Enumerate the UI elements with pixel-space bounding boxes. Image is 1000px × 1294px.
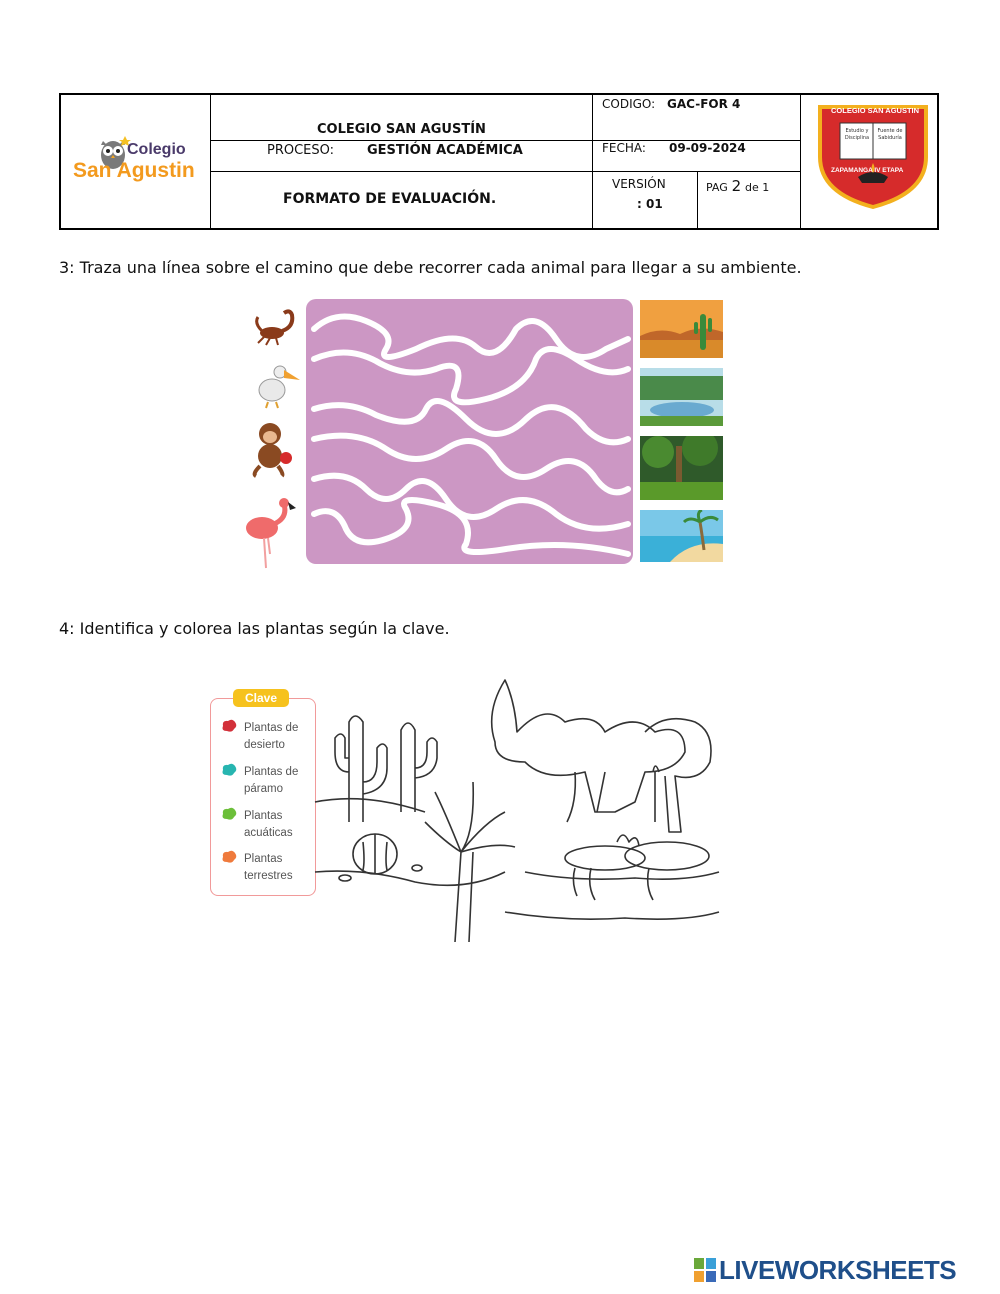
school-logo <box>67 133 212 193</box>
maze-paths[interactable] <box>306 299 633 564</box>
liveworksheets-logo-icon <box>694 1258 716 1282</box>
lily-pad-left <box>565 846 645 870</box>
crest-top-text: COLEGIO SAN AGUSTIN <box>831 106 920 115</box>
frailejon <box>425 782 515 942</box>
jungle-icon[interactable] <box>640 436 723 500</box>
page-prefix: PAG <box>706 181 728 194</box>
school-name: COLEGIO SAN AGUSTÍN <box>317 122 486 137</box>
date-label: FECHA: <box>602 141 646 155</box>
clave-item-desert <box>244 720 298 754</box>
desert-icon[interactable] <box>640 300 723 358</box>
cactus-right <box>401 723 437 812</box>
clave-item-acuaticas <box>244 808 293 842</box>
logo-text-colegio: Colegio <box>127 141 186 158</box>
lily-pad-right <box>625 842 709 870</box>
beach-icon[interactable] <box>640 510 723 562</box>
clave-item-acuaticas-line1: Plantas <box>244 810 283 822</box>
crest-book-left: Estudio y Disciplina <box>844 128 870 141</box>
clave-item-desert-line2: desierto <box>244 739 285 751</box>
code-label: CODIGO: <box>602 97 656 111</box>
clave-item-desert-line1: Plantas de <box>244 722 299 734</box>
clave-item-paramo-line2: páramo <box>244 783 283 795</box>
clave-item-terrestres <box>244 851 293 885</box>
clave-item-terrestres-line2: terrestres <box>244 870 293 882</box>
red-paint-splat-icon <box>220 718 238 734</box>
clave-title-text: Clave <box>244 691 278 705</box>
tree-large <box>492 680 685 812</box>
header-table <box>59 93 939 230</box>
orange-paint-splat-icon <box>220 849 238 865</box>
clave-item-terrestres-line1: Plantas <box>244 853 283 865</box>
green-paint-splat-icon <box>220 806 238 822</box>
cactus-left <box>335 716 387 822</box>
clave-title <box>233 689 289 707</box>
page-number: 2 <box>731 177 742 195</box>
lake-icon[interactable] <box>640 368 723 426</box>
logo-text-san-agustin: San Agustin <box>73 159 195 182</box>
teal-paint-splat-icon <box>220 762 238 778</box>
school-crest <box>814 101 932 209</box>
monkey-icon[interactable] <box>242 418 302 478</box>
pelican-icon[interactable] <box>250 358 302 410</box>
version-value: : 01 <box>637 197 663 211</box>
clave-item-paramo <box>244 764 298 798</box>
scorpion-icon[interactable] <box>250 305 300 349</box>
page-suffix: de 1 <box>745 181 770 194</box>
cattail-reed <box>653 766 659 822</box>
process-value: GESTIÓN ACADÉMICA <box>367 143 523 158</box>
lily-flower <box>617 835 639 846</box>
question-4: 4: Identifica y colorea las plantas según la clave. <box>59 619 450 638</box>
question-3: 3: Traza una línea sobre el camino que debe recorrer cada animal para llegar a su ambiente. <box>59 258 802 277</box>
page-indicator <box>706 177 769 195</box>
format-title: FORMATO DE EVALUACIÓN. <box>283 191 497 207</box>
clave-item-acuaticas-line2: acuáticas <box>244 827 293 839</box>
crest-bottom-text: ZAPAMANGA IV ETAPA <box>831 167 904 174</box>
crest-book-right: Fuente de Sabiduría <box>877 128 903 141</box>
flamingo-icon[interactable] <box>240 496 302 570</box>
plants-coloring-illustration[interactable] <box>305 672 725 960</box>
process-label: PROCESO: <box>267 143 335 158</box>
code-value: GAC-FOR 4 <box>667 97 741 111</box>
date-value: 09-09-2024 <box>669 141 746 155</box>
version-label: VERSIÓN <box>612 177 666 191</box>
clave-item-paramo-line1: Plantas de <box>244 766 299 778</box>
footer-brand-text: LIVEWORKSHEETS <box>719 1255 957 1285</box>
maze[interactable] <box>306 299 633 564</box>
